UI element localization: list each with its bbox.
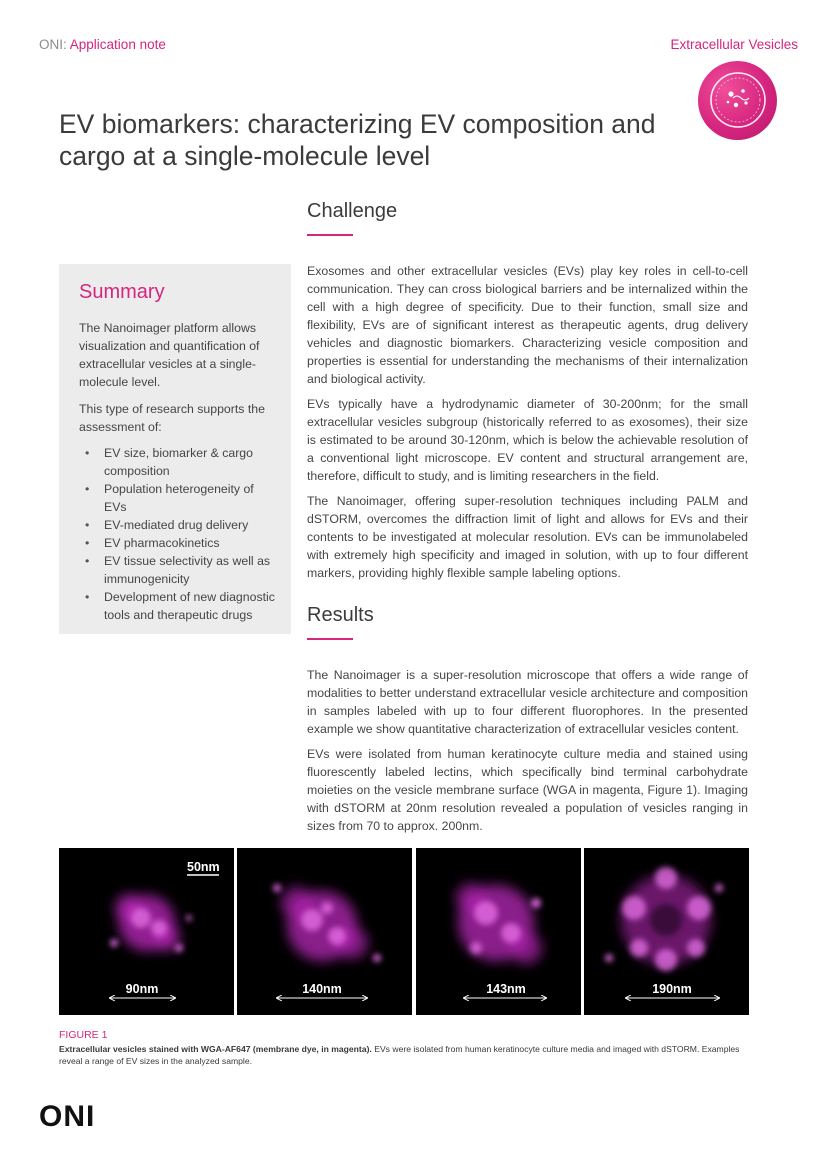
header-brand: ONI: xyxy=(39,37,67,52)
figure-panel-140nm xyxy=(237,848,412,1015)
results-section-header xyxy=(307,604,374,640)
summary-list xyxy=(79,444,279,624)
summary-lead: This type of research supports the assessment of: xyxy=(79,402,265,434)
category-badge-icon xyxy=(698,61,777,140)
summary-intro: The Nanoimager platform allows visualization and quantification of extracellular vesicles at a single-molecule level. xyxy=(79,321,260,389)
summary-list-item: • EV size, biomarker & cargo composition xyxy=(79,444,279,480)
vesicle-image xyxy=(237,848,412,1015)
summary-list-item: • EV pharmacokinetics xyxy=(79,534,279,552)
challenge-paragraph: EVs typically have a hydrodynamic diameter of 30-200nm; for the small extracellular vesicles subgroup (historically referred to as exosomes), their size is estimated to be around 30-120nm, which is below the achievable resolution of a conventional light microscope. EV content and structural arrangement are, therefore, difficult to study, and is limiting researchers in the field. xyxy=(307,397,748,483)
results-body xyxy=(307,666,748,842)
summary-heading: Summary xyxy=(79,281,165,303)
figure-panel-90nm xyxy=(59,848,234,1015)
figure-panel-143nm xyxy=(416,848,581,1015)
figure-caption xyxy=(59,1043,749,1067)
header-category: Extracellular Vesicles xyxy=(670,37,798,52)
header-doc-type-label: Application note xyxy=(69,37,166,52)
figure-caption-bold: Extracellular vesicles stained with WGA-AF647 (membrane dye, in magenta). xyxy=(59,1044,372,1054)
challenge-divider xyxy=(307,234,353,236)
figure-1 xyxy=(59,848,749,1015)
results-divider xyxy=(307,638,353,640)
figure-panel-190nm xyxy=(584,848,749,1015)
header-doc-type xyxy=(39,37,166,52)
vesicle-icon xyxy=(698,61,777,140)
figure-caption-text: EVs were isolated from human keratinocyte culture media and imaged with dSTORM. Examples reveal a range of EV sizes in the analyzed sample. xyxy=(59,1044,740,1066)
scale-bar-label: 50nm xyxy=(187,860,220,874)
challenge-paragraph: The Nanoimager, offering super-resolution techniques including PALM and dSTORM, overcomes the diffraction limit of light and allows for EVs and their contents to be investigated at molecular resolution. EVs can be immunolabeled with extremely high specificity and imaged in solution, with up to four different markers, providing highly flexible sample labeling options. xyxy=(307,494,748,580)
size-label: 143nm xyxy=(486,982,526,996)
summary-box xyxy=(59,264,291,634)
challenge-heading: Challenge xyxy=(307,200,398,222)
vesicle-image xyxy=(59,848,234,1015)
challenge-paragraph: Exosomes and other extracellular vesicles (EVs) play key roles in cell-to-cell communication. They can cross biological barriers and be internalized within the cell with a high degree of specificity. Due to their function, small size and flexibility, EVs are of significant interest as therapeutic agents, drug delivery vehicles and diagnostic biomarkers. Characterizing vesicle composition and properties is essential for understanding the mechanisms of their internalization and biological activity. xyxy=(307,264,748,386)
summary-list-item: • EV tissue selectivity as well as immunogenicity xyxy=(79,552,279,588)
summary-list-item: • Population heterogeneity of EVs xyxy=(79,480,279,516)
summary-list-item: • Development of new diagnostic tools and therapeutic drugs xyxy=(79,588,279,624)
challenge-body xyxy=(307,262,748,589)
results-heading: Results xyxy=(307,604,374,626)
figure-caption-label: FIGURE 1 xyxy=(59,1029,108,1041)
summary-list-item: • EV-mediated drug delivery xyxy=(79,516,279,534)
size-label: 90nm xyxy=(125,982,159,996)
vesicle-image xyxy=(416,848,581,1015)
vesicle-image xyxy=(584,848,749,1015)
oni-logo: ONI xyxy=(39,1100,96,1133)
results-paragraph: The Nanoimager is a super-resolution microscope that offers a wide range of modalities to better understand extracellular vesicle architecture and composition in samples labeled with up to four different fluorophores. In the presented example we show quantitative characterization of extracellular vesicles content. xyxy=(307,668,748,736)
size-label: 140nm xyxy=(302,982,342,996)
page-title: EV biomarkers: characterizing EV composition and cargo at a single-molecule level xyxy=(59,109,656,171)
challenge-section-header xyxy=(307,200,397,236)
size-label: 190nm xyxy=(652,982,692,996)
results-paragraph: EVs were isolated from human keratinocyte culture media and stained using fluorescently labeled lectins, which specifically bind terminal carbohydrate moieties on the vesicle membrane surface (WGA in magenta, Figure 1). Imaging with dSTORM at 20nm resolution revealed a population of vesicles ranging in sizes from 70 to approx. 200nm. xyxy=(307,747,748,833)
